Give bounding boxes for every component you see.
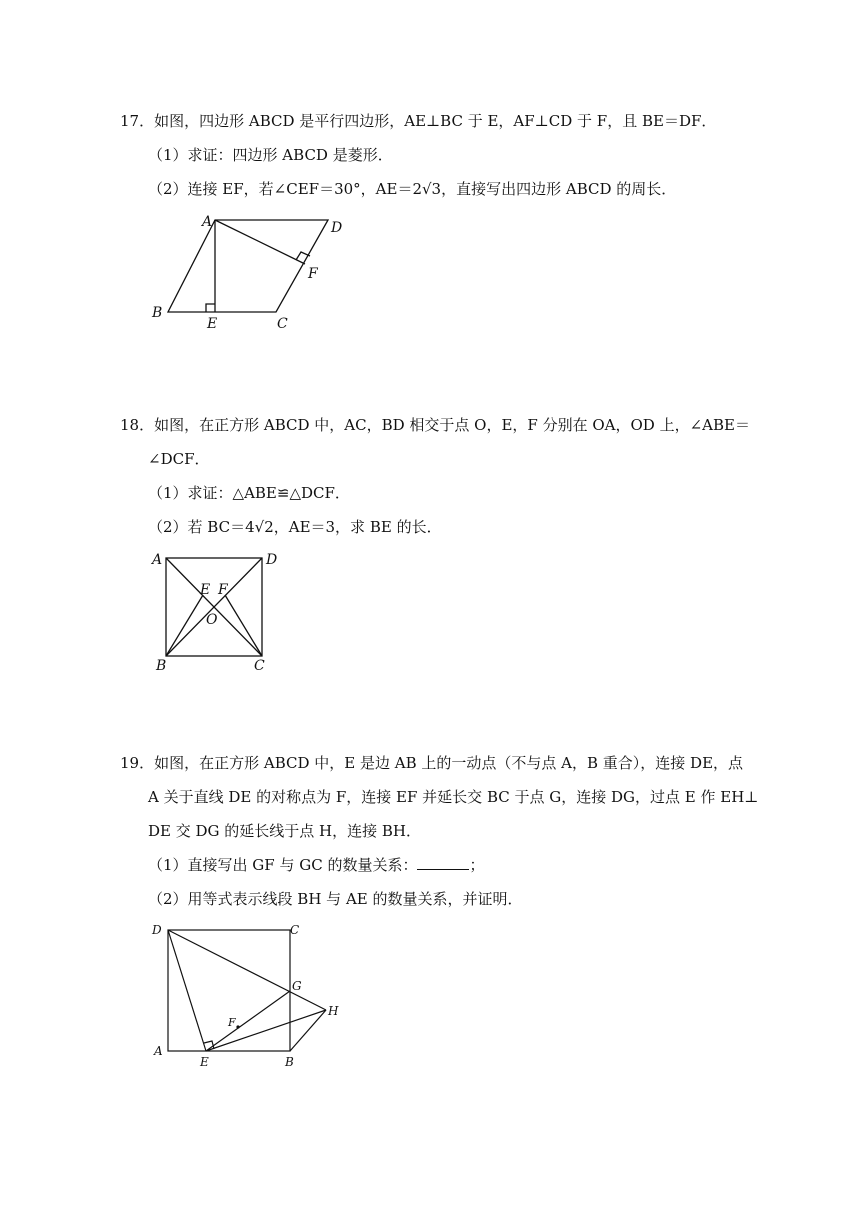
q17-segment-af — [215, 220, 305, 264]
q18-number: 18． — [120, 416, 155, 434]
q17-stem — [120, 110, 716, 132]
q18-stem-line-1: 如图，在正方形 ABCD 中，AC，BD 相交于点 O，E，F 分别在 OA，OD 上，∠ABE＝ — [154, 416, 750, 434]
q19-label-a: A — [154, 1044, 163, 1058]
q17-part-1: （1）求证：四边形 ABCD 是菱形． — [148, 146, 393, 164]
q19-segment-dh — [168, 930, 326, 1010]
q19-label-d: D — [152, 923, 162, 937]
q18-label-e: E — [200, 582, 211, 598]
q18-label-a: A — [152, 552, 163, 568]
q18-segment-cf — [225, 595, 262, 656]
q19-number: 19． — [120, 754, 155, 772]
q18-part-1: （1）求证：△ABE≌△DCF． — [148, 484, 350, 502]
q17-right-angle-e — [206, 304, 215, 312]
q17-label-b: B — [152, 305, 163, 321]
q18-label-d: D — [266, 552, 278, 568]
q19-label-b: B — [285, 1055, 294, 1069]
q19-stem-2: A 关于直线 DE 的对称点为 F，连接 EF 并延长交 BC 于点 G，连接 DG，过点 E 作 EH⊥ — [148, 788, 759, 806]
q18-stem-2: ∠DCF． — [148, 450, 210, 468]
q18-segment-be — [166, 595, 203, 656]
q19-stem-line-1: 如图，在正方形 ABCD 中，E 是边 AB 上的一动点（不与点 A，B 重合），连接 DE，点 — [154, 754, 744, 772]
q19-label-f: F — [228, 1016, 236, 1029]
q19-label-h: H — [328, 1004, 339, 1018]
q17-label-d: D — [331, 220, 343, 236]
q17-label-a: A — [202, 214, 213, 230]
q17-number: 17． — [120, 112, 155, 130]
q19-part-1-text: （1）直接写出 GF 与 GC 的数量关系： — [148, 856, 418, 874]
q17-label-e: E — [207, 316, 218, 332]
q19-label-g: G — [292, 979, 302, 993]
q18-figure — [148, 546, 288, 676]
q17-figure — [140, 208, 360, 338]
q17-part-2: （2）连接 EF，若∠CEF＝30°，AE＝2√3，直接写出四边形 ABCD 的周长． — [148, 180, 677, 198]
q18-part-2: （2）若 BC＝4√2，AE＝3，求 BE 的长． — [148, 518, 442, 536]
q18-label-o: O — [206, 612, 218, 628]
q17-label-c: C — [277, 316, 288, 332]
q17-stem-line-1: 如图，四边形 ABCD 是平行四边形，AE⊥BC 于 E，AF⊥CD 于 F，且 BE＝DF． — [154, 112, 717, 130]
q17-parallelogram — [168, 220, 328, 312]
q19-stem-1 — [120, 752, 743, 774]
q19-part-1-suffix: ； — [469, 856, 485, 874]
q19-part-1 — [148, 854, 484, 876]
q18-stem-1 — [120, 414, 750, 436]
q19-segment-de — [168, 930, 206, 1051]
q19-stem-3: DE 交 DG 的延长线于点 H，连接 BH． — [148, 822, 422, 840]
q19-point-f — [236, 1025, 239, 1028]
q18-label-b: B — [156, 658, 167, 674]
q19-label-c: C — [290, 923, 300, 937]
q19-square — [168, 930, 290, 1051]
q19-label-e: E — [200, 1055, 209, 1069]
q19-figure — [148, 918, 358, 1074]
q19-part-2: （2）用等式表示线段 BH 与 AE 的数量关系，并证明． — [148, 890, 523, 908]
answer-blank[interactable] — [417, 855, 469, 870]
q18-label-f: F — [218, 582, 228, 598]
q17-label-f: F — [308, 266, 318, 282]
q19-segment-eg — [206, 991, 290, 1051]
q18-label-c: C — [254, 658, 265, 674]
